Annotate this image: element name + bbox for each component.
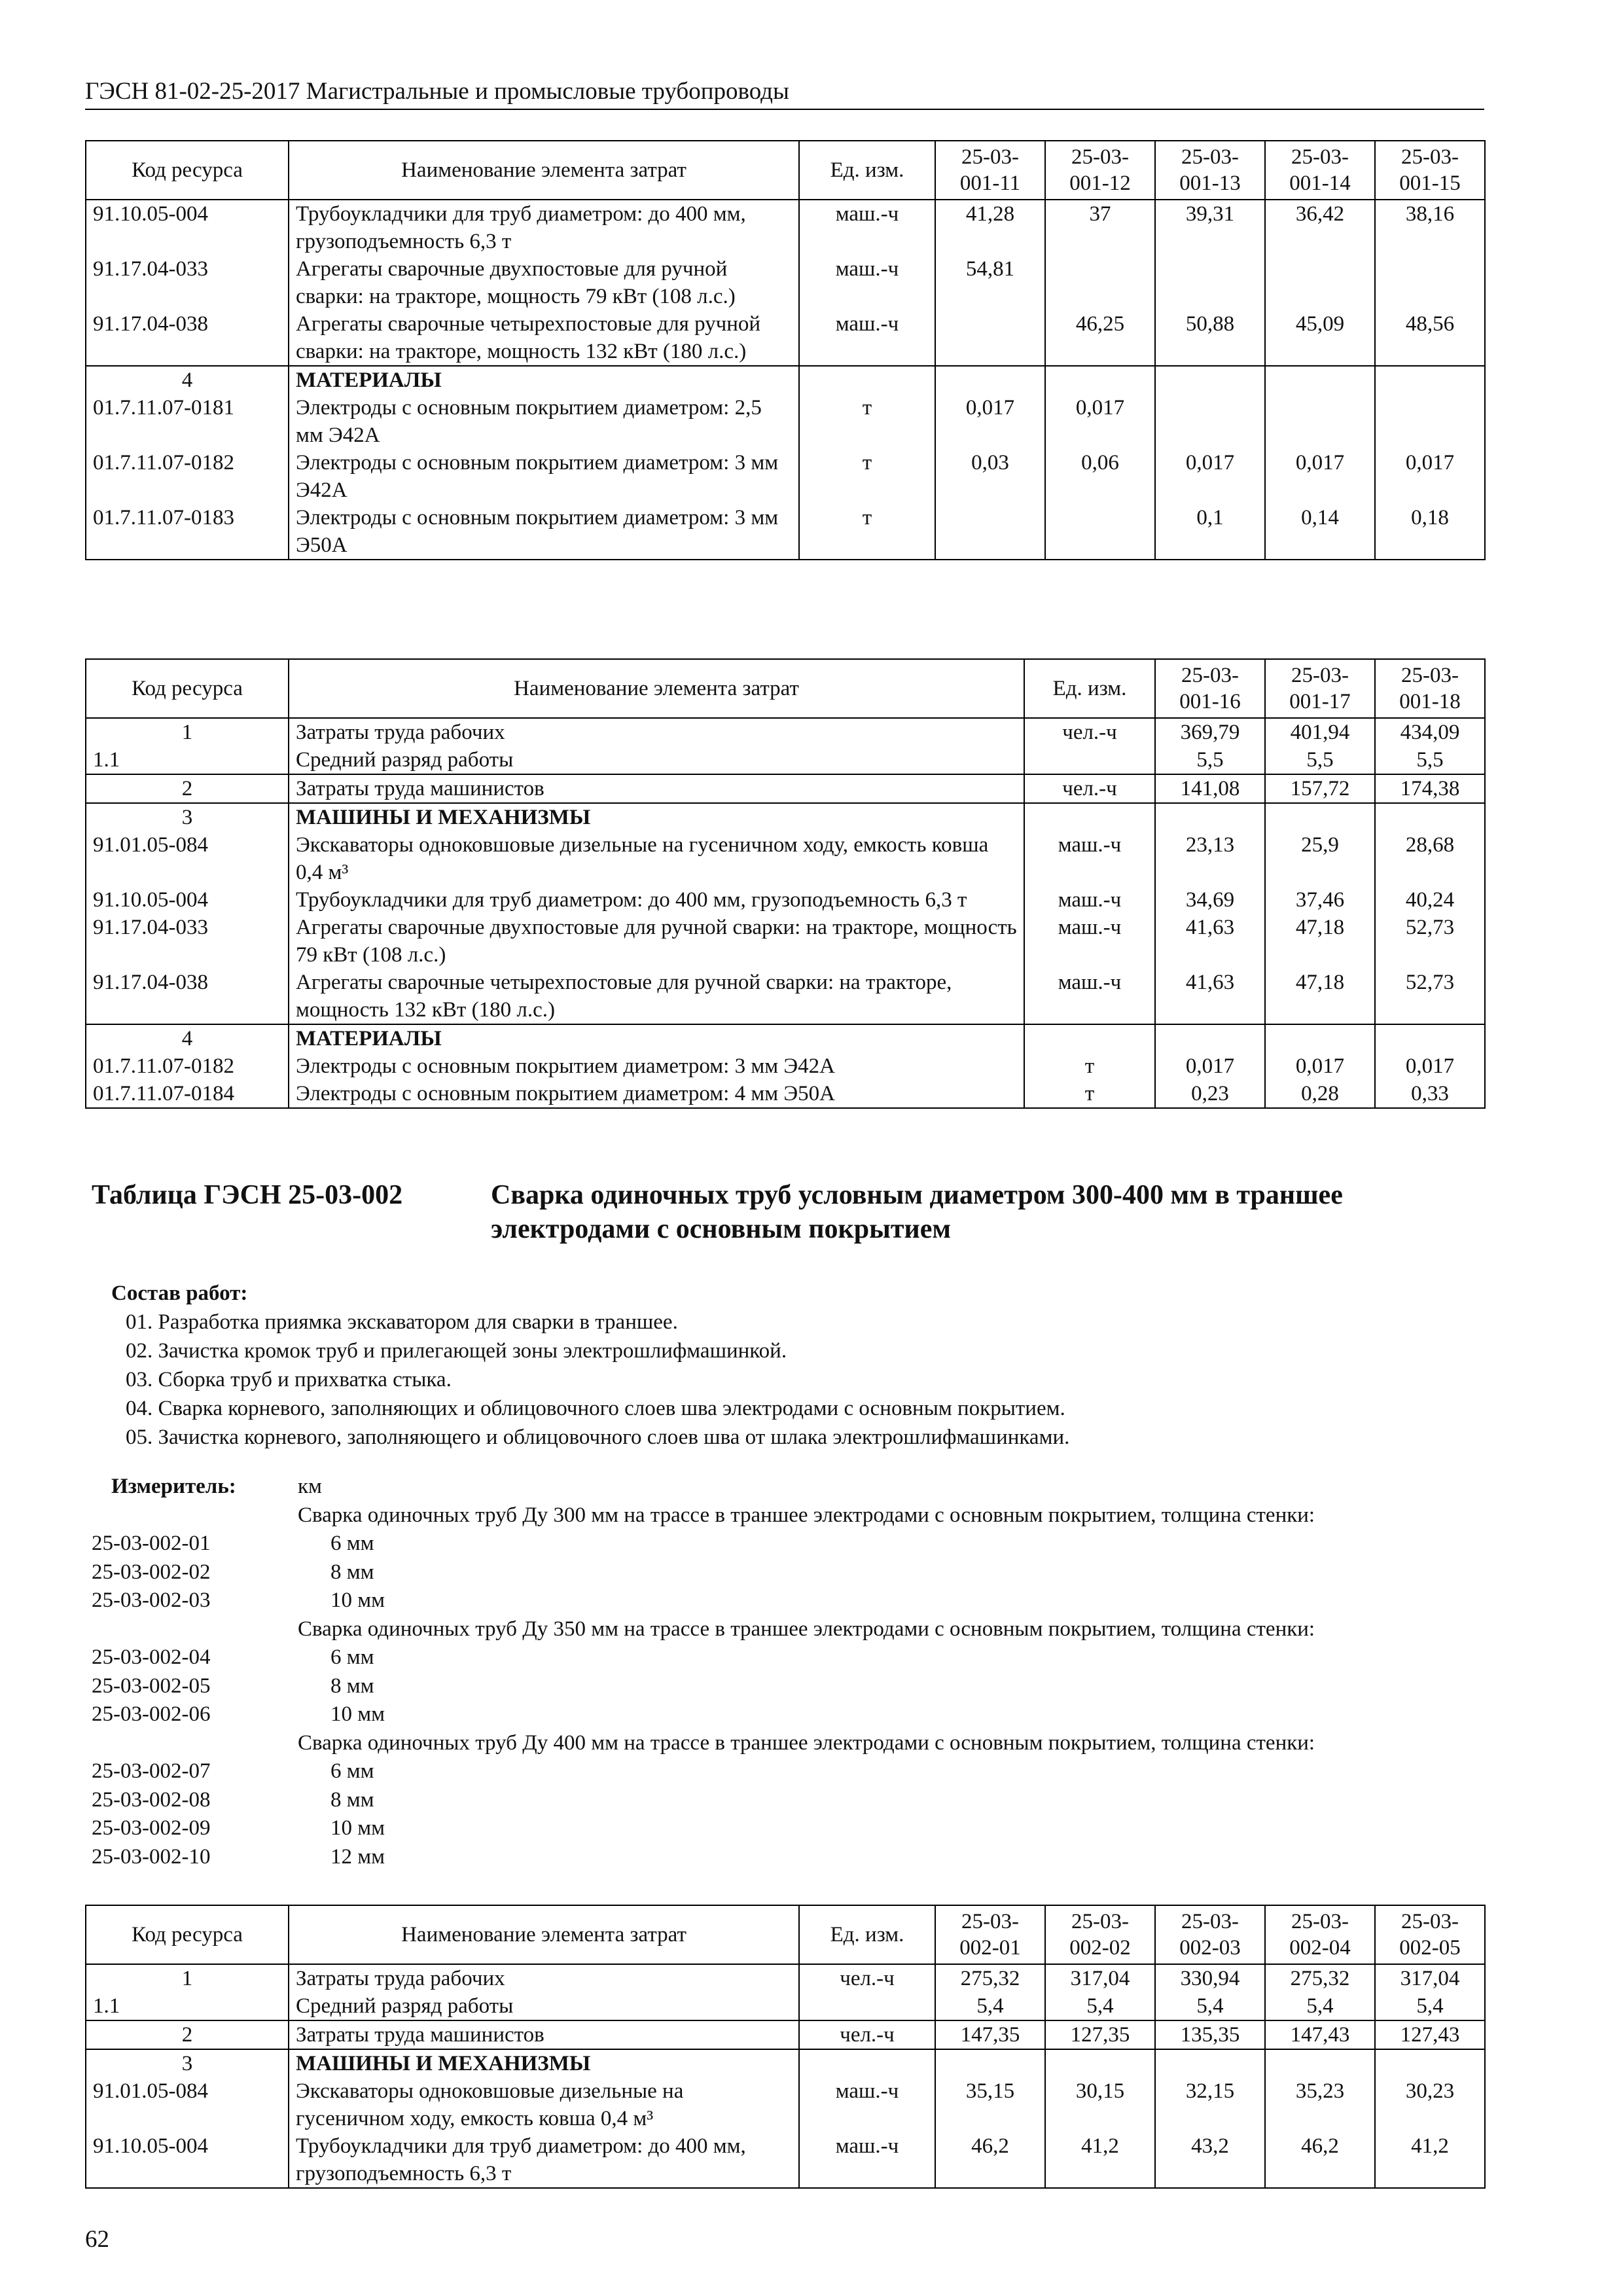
cell-value: 37,46 bbox=[1265, 886, 1375, 914]
col-header-norm: 25-03- 001-15 bbox=[1375, 141, 1485, 200]
cell-value bbox=[1155, 2049, 1265, 2077]
work-composition bbox=[111, 1279, 1479, 1452]
cell-value bbox=[1375, 1024, 1485, 1052]
table-row bbox=[86, 2049, 1485, 2077]
cell-unit: маш.-ч bbox=[1024, 969, 1155, 1024]
cell-value: 28,68 bbox=[1375, 831, 1485, 886]
col-header-norm: 25-03- 002-05 bbox=[1375, 1905, 1485, 1964]
cell-name: Электроды с основным покрытием диаметром: 2,5 мм Э42А bbox=[289, 394, 799, 449]
cell-code: 1 bbox=[86, 718, 289, 746]
cell-unit: маш.-ч bbox=[799, 2077, 935, 2132]
page-header: ГЭСН 81-02-25-2017 Магистральные и промысловые трубопроводы bbox=[85, 77, 1484, 110]
cell-unit: маш.-ч bbox=[1024, 886, 1155, 914]
cell-value: 32,15 bbox=[1155, 2077, 1265, 2132]
composition-step: 03. Сборка труб и прихватка стыка. bbox=[126, 1368, 452, 1391]
table-row bbox=[86, 1052, 1485, 1080]
meter-item-thickness: 10 мм bbox=[330, 1816, 385, 1840]
cell-value: 434,09 bbox=[1375, 718, 1485, 746]
cell-value: 330,94 bbox=[1155, 1964, 1265, 1992]
cell-value: 0,017 bbox=[935, 394, 1045, 449]
composition-step: 02. Зачистка кромок труб и прилегающей зоны электрошлифмашинкой. bbox=[126, 1339, 787, 1363]
cell-value: 41,2 bbox=[1045, 2132, 1155, 2188]
meter-item-code: 25-03-002-07 bbox=[92, 1759, 211, 1783]
col-header-norm: 25-03- 002-03 bbox=[1155, 1905, 1265, 1964]
cell-name: Агрегаты сварочные четырехпостовые для ручной сварки: на тракторе, мощность 132 кВт (180 л.с.) bbox=[289, 969, 1024, 1024]
cell-value bbox=[1155, 803, 1265, 831]
cell-value bbox=[935, 504, 1045, 560]
cell-value: 43,2 bbox=[1155, 2132, 1265, 2188]
resource-table-001-11-15 bbox=[85, 140, 1486, 560]
cell-value bbox=[1155, 255, 1265, 310]
table-row bbox=[86, 803, 1485, 831]
table-row bbox=[86, 1024, 1485, 1052]
cell-code: 01.7.11.07-0181 bbox=[86, 394, 289, 449]
cell-code: 91.01.05-084 bbox=[86, 2077, 289, 2132]
cell-value: 54,81 bbox=[935, 255, 1045, 310]
cell-code: 3 bbox=[86, 803, 289, 831]
cell-value: 5,4 bbox=[1375, 1992, 1485, 2020]
cell-value bbox=[1375, 803, 1485, 831]
table-row bbox=[86, 449, 1485, 504]
table-row bbox=[86, 914, 1485, 969]
cell-value: 5,4 bbox=[1045, 1992, 1155, 2020]
cell-code: 01.7.11.07-0182 bbox=[86, 1052, 289, 1080]
table-header-row bbox=[86, 1905, 1485, 1964]
cell-unit bbox=[799, 366, 935, 394]
composition-step: 04. Сварка корневого, заполняющих и облицовочного слоев шва электродами с основным покрытием. bbox=[126, 1397, 1065, 1420]
meter-item-code: 25-03-002-06 bbox=[92, 1702, 211, 1726]
meter-item-code: 25-03-002-10 bbox=[92, 1844, 211, 1869]
meter-group-title: Сварка одиночных труб Ду 300 мм на трассе в траншее электродами с основным покрытием, толщина стенки: bbox=[298, 1503, 1315, 1527]
col-header-norm: 25-03- 001-16 bbox=[1155, 659, 1265, 718]
cell-unit: чел.-ч bbox=[799, 1964, 935, 1992]
cell-value: 275,32 bbox=[935, 1964, 1045, 1992]
cell-name: Экскаваторы одноковшовые дизельные на гусеничном ходу, емкость ковша 0,4 м³ bbox=[289, 2077, 799, 2132]
cell-value bbox=[1045, 2049, 1155, 2077]
cell-code: 4 bbox=[86, 1024, 289, 1052]
cell-unit: маш.-ч bbox=[799, 310, 935, 366]
cell-value: 0,017 bbox=[1265, 1052, 1375, 1080]
cell-value: 135,35 bbox=[1155, 2020, 1265, 2049]
cell-value: 0,017 bbox=[1265, 449, 1375, 504]
cell-name: Электроды с основным покрытием диаметром: 3 мм Э42А bbox=[289, 1052, 1024, 1080]
cell-value: 5,5 bbox=[1265, 746, 1375, 774]
cell-unit: т bbox=[799, 504, 935, 560]
meter-item-thickness: 6 мм bbox=[330, 1532, 374, 1555]
cell-code: 01.7.11.07-0182 bbox=[86, 449, 289, 504]
meter-item-code: 25-03-002-05 bbox=[92, 1674, 211, 1698]
composition-label: Состав работ: bbox=[111, 1282, 248, 1305]
cell-value: 174,38 bbox=[1375, 774, 1485, 803]
meter-item-thickness: 8 мм bbox=[330, 1674, 374, 1698]
cell-value: 46,2 bbox=[935, 2132, 1045, 2188]
meter-item-thickness: 10 мм bbox=[330, 1588, 385, 1612]
cell-value bbox=[1265, 1024, 1375, 1052]
meter-item-thickness: 8 мм bbox=[330, 1787, 374, 1812]
resource-table-001-16-18 bbox=[85, 658, 1486, 1109]
cell-value: 39,31 bbox=[1155, 200, 1265, 255]
cell-value bbox=[935, 310, 1045, 366]
composition-step: 01. Разработка приямка экскаватором для сварки в траншее. bbox=[126, 1310, 678, 1334]
cell-unit: чел.-ч bbox=[799, 2020, 935, 2049]
meter-item-code: 25-03-002-04 bbox=[92, 1645, 211, 1669]
cell-unit: маш.-ч bbox=[799, 255, 935, 310]
table-header-row bbox=[86, 659, 1485, 718]
cell-code: 91.17.04-038 bbox=[86, 310, 289, 366]
col-header-unit: Ед. изм. bbox=[1024, 659, 1155, 718]
cell-code: 1.1 bbox=[86, 1992, 289, 2020]
cell-value bbox=[1265, 394, 1375, 449]
cell-code: 91.01.05-084 bbox=[86, 831, 289, 886]
cell-code: 91.10.05-004 bbox=[86, 200, 289, 255]
meter-item-thickness: 12 мм bbox=[330, 1844, 385, 1869]
cell-unit: чел.-ч bbox=[1024, 774, 1155, 803]
cell-value bbox=[1265, 255, 1375, 310]
table-header-row bbox=[86, 141, 1485, 200]
meter-item-code: 25-03-002-08 bbox=[92, 1787, 211, 1812]
col-header-norm: 25-03- 002-01 bbox=[935, 1905, 1045, 1964]
cell-value bbox=[1155, 394, 1265, 449]
cell-unit bbox=[1024, 803, 1155, 831]
cell-code: 01.7.11.07-0183 bbox=[86, 504, 289, 560]
meter-item-thickness: 6 мм bbox=[330, 1759, 374, 1783]
cell-value: 5,4 bbox=[935, 1992, 1045, 2020]
cell-value: 45,09 bbox=[1265, 310, 1375, 366]
cell-unit: т bbox=[1024, 1052, 1155, 1080]
resource-table-002-01-05 bbox=[85, 1905, 1486, 2189]
cell-unit bbox=[799, 1992, 935, 2020]
cell-value: 0,28 bbox=[1265, 1080, 1375, 1108]
cell-value: 48,56 bbox=[1375, 310, 1485, 366]
cell-value bbox=[1045, 366, 1155, 394]
meter-item-code: 25-03-002-03 bbox=[92, 1588, 211, 1612]
cell-value: 41,63 bbox=[1155, 914, 1265, 969]
cell-name: Электроды с основным покрытием диаметром: 3 мм Э50А bbox=[289, 504, 799, 560]
cell-unit: маш.-ч bbox=[799, 2132, 935, 2188]
cell-value: 30,15 bbox=[1045, 2077, 1155, 2132]
table-title-name: Сварка одиночных труб условным диаметром 300-400 мм в траншее электродами с основным покрытием bbox=[491, 1180, 1343, 1244]
cell-name: МАШИНЫ И МЕХАНИЗМЫ bbox=[289, 803, 1024, 831]
table-row bbox=[86, 746, 1485, 774]
cell-value: 41,63 bbox=[1155, 969, 1265, 1024]
cell-name: Трубоукладчики для труб диаметром: до 400 мм, грузоподъемность 6,3 т bbox=[289, 2132, 799, 2188]
cell-code: 01.7.11.07-0184 bbox=[86, 1080, 289, 1108]
cell-unit bbox=[799, 2049, 935, 2077]
cell-value: 127,43 bbox=[1375, 2020, 1485, 2049]
cell-value: 127,35 bbox=[1045, 2020, 1155, 2049]
col-header-code: Код ресурса bbox=[86, 659, 289, 718]
cell-value: 46,25 bbox=[1045, 310, 1155, 366]
table-row bbox=[86, 310, 1485, 366]
cell-name: Средний разряд работы bbox=[289, 1992, 799, 2020]
cell-value: 0,017 bbox=[1155, 449, 1265, 504]
cell-value: 47,18 bbox=[1265, 914, 1375, 969]
table-row bbox=[86, 2132, 1485, 2188]
cell-code: 91.17.04-038 bbox=[86, 969, 289, 1024]
cell-name: МАТЕРИАЛЫ bbox=[289, 366, 799, 394]
cell-code: 91.17.04-033 bbox=[86, 255, 289, 310]
cell-unit bbox=[1024, 746, 1155, 774]
cell-name: Затраты труда машинистов bbox=[289, 774, 1024, 803]
table-title-code: Таблица ГЭСН 25-03-002 bbox=[92, 1180, 403, 1210]
cell-value: 52,73 bbox=[1375, 914, 1485, 969]
col-header-norm: 25-03- 001-11 bbox=[935, 141, 1045, 200]
cell-value: 147,43 bbox=[1265, 2020, 1375, 2049]
table-row bbox=[86, 1080, 1485, 1108]
cell-name: Затраты труда машинистов bbox=[289, 2020, 799, 2049]
cell-value: 0,18 bbox=[1375, 504, 1485, 560]
cell-unit: т bbox=[799, 394, 935, 449]
table-row bbox=[86, 886, 1485, 914]
cell-value: 47,18 bbox=[1265, 969, 1375, 1024]
cell-value bbox=[1375, 366, 1485, 394]
cell-value bbox=[1045, 504, 1155, 560]
col-header-name: Наименование элемента затрат bbox=[289, 1905, 799, 1964]
cell-value: 50,88 bbox=[1155, 310, 1265, 366]
cell-value: 5,5 bbox=[1375, 746, 1485, 774]
table-row bbox=[86, 774, 1485, 803]
col-header-norm: 25-03- 001-14 bbox=[1265, 141, 1375, 200]
cell-name: МАТЕРИАЛЫ bbox=[289, 1024, 1024, 1052]
table-row bbox=[86, 2020, 1485, 2049]
meter-group-title: Сварка одиночных труб Ду 400 мм на трассе в траншее электродами с основным покрытием, толщина стенки: bbox=[298, 1731, 1315, 1755]
cell-value: 41,2 bbox=[1375, 2132, 1485, 2188]
meter-item-code: 25-03-002-01 bbox=[92, 1532, 211, 1555]
table-row bbox=[86, 831, 1485, 886]
cell-name: Агрегаты сварочные двухпостовые для ручной сварки: на тракторе, мощность 79 кВт (108 л.с.) bbox=[289, 255, 799, 310]
table-row bbox=[86, 1992, 1485, 2020]
cell-value: 0,33 bbox=[1375, 1080, 1485, 1108]
cell-value bbox=[1375, 255, 1485, 310]
cell-value: 0,017 bbox=[1375, 449, 1485, 504]
cell-code: 1.1 bbox=[86, 746, 289, 774]
cell-value: 0,03 bbox=[935, 449, 1045, 504]
cell-unit: чел.-ч bbox=[1024, 718, 1155, 746]
cell-unit: т bbox=[799, 449, 935, 504]
cell-code: 91.17.04-033 bbox=[86, 914, 289, 969]
cell-code: 2 bbox=[86, 2020, 289, 2049]
cell-value bbox=[1375, 2049, 1485, 2077]
cell-value: 35,23 bbox=[1265, 2077, 1375, 2132]
cell-value: 40,24 bbox=[1375, 886, 1485, 914]
cell-value: 36,42 bbox=[1265, 200, 1375, 255]
table-row bbox=[86, 2077, 1485, 2132]
table-row bbox=[86, 255, 1485, 310]
page-number: 62 bbox=[85, 2226, 109, 2253]
cell-value bbox=[1155, 1024, 1265, 1052]
cell-value: 0,017 bbox=[1155, 1052, 1265, 1080]
cell-value bbox=[1045, 255, 1155, 310]
cell-value: 5,5 bbox=[1155, 746, 1265, 774]
cell-value bbox=[1155, 366, 1265, 394]
cell-value: 30,23 bbox=[1375, 2077, 1485, 2132]
cell-unit: маш.-ч bbox=[799, 200, 935, 255]
cell-unit: т bbox=[1024, 1080, 1155, 1108]
cell-value bbox=[1375, 394, 1485, 449]
cell-value: 0,23 bbox=[1155, 1080, 1265, 1108]
cell-name: Электроды с основным покрытием диаметром: 3 мм Э42А bbox=[289, 449, 799, 504]
cell-name: Затраты труда рабочих bbox=[289, 1964, 799, 1992]
cell-value: 41,28 bbox=[935, 200, 1045, 255]
table-row bbox=[86, 1964, 1485, 1992]
cell-name: Затраты труда рабочих bbox=[289, 718, 1024, 746]
cell-value bbox=[1265, 366, 1375, 394]
cell-code: 2 bbox=[86, 774, 289, 803]
meter-item-thickness: 8 мм bbox=[330, 1560, 374, 1584]
composition-step: 05. Зачистка корневого, заполняющего и облицовочного слоев шва от шлака электрошлифмашинками. bbox=[126, 1426, 1070, 1449]
cell-code: 91.10.05-004 bbox=[86, 2132, 289, 2188]
cell-value: 0,14 bbox=[1265, 504, 1375, 560]
cell-value: 369,79 bbox=[1155, 718, 1265, 746]
cell-value: 25,9 bbox=[1265, 831, 1375, 886]
cell-value bbox=[1265, 803, 1375, 831]
cell-value: 5,4 bbox=[1265, 1992, 1375, 2020]
cell-name: Экскаваторы одноковшовые дизельные на гусеничном ходу, емкость ковша 0,4 м³ bbox=[289, 831, 1024, 886]
col-header-norm: 25-03- 002-02 bbox=[1045, 1905, 1155, 1964]
meter-section bbox=[92, 1473, 1484, 1871]
col-header-unit: Ед. изм. bbox=[799, 141, 935, 200]
table-row bbox=[86, 718, 1485, 746]
col-header-name: Наименование элемента затрат bbox=[289, 141, 799, 200]
col-header-norm: 25-03- 002-04 bbox=[1265, 1905, 1375, 1964]
cell-value: 317,04 bbox=[1045, 1964, 1155, 1992]
cell-value: 157,72 bbox=[1265, 774, 1375, 803]
col-header-norm: 25-03- 001-13 bbox=[1155, 141, 1265, 200]
cell-code: 4 bbox=[86, 366, 289, 394]
meter-item-thickness: 10 мм bbox=[330, 1702, 385, 1726]
cell-unit bbox=[1024, 1024, 1155, 1052]
cell-name: Электроды с основным покрытием диаметром: 4 мм Э50А bbox=[289, 1080, 1024, 1108]
col-header-norm: 25-03- 001-12 bbox=[1045, 141, 1155, 200]
col-header-name: Наименование элемента затрат bbox=[289, 659, 1024, 718]
col-header-code: Код ресурса bbox=[86, 1905, 289, 1964]
cell-code: 3 bbox=[86, 2049, 289, 2077]
cell-value: 35,15 bbox=[935, 2077, 1045, 2132]
meter-group-title: Сварка одиночных труб Ду 350 мм на трассе в траншее электродами с основным покрытием, толщина стенки: bbox=[298, 1617, 1315, 1641]
col-header-norm: 25-03- 001-18 bbox=[1375, 659, 1485, 718]
col-header-norm: 25-03- 001-17 bbox=[1265, 659, 1375, 718]
col-header-unit: Ед. изм. bbox=[799, 1905, 935, 1964]
cell-name: Средний разряд работы bbox=[289, 746, 1024, 774]
cell-value: 37 bbox=[1045, 200, 1155, 255]
cell-value: 0,017 bbox=[1375, 1052, 1485, 1080]
meter-item-code: 25-03-002-02 bbox=[92, 1560, 211, 1584]
table-row bbox=[86, 200, 1485, 255]
cell-value bbox=[935, 2049, 1045, 2077]
meter-item-code: 25-03-002-09 bbox=[92, 1816, 211, 1840]
cell-code: 91.10.05-004 bbox=[86, 886, 289, 914]
meter-value: км bbox=[298, 1475, 322, 1498]
table-row bbox=[86, 394, 1485, 449]
cell-value: 46,2 bbox=[1265, 2132, 1375, 2188]
cell-value: 23,13 bbox=[1155, 831, 1265, 886]
cell-value: 317,04 bbox=[1375, 1964, 1485, 1992]
cell-name: Агрегаты сварочные двухпостовые для ручной сварки: на тракторе, мощность 79 кВт (108 л.с.) bbox=[289, 914, 1024, 969]
cell-value: 401,94 bbox=[1265, 718, 1375, 746]
cell-name: Трубоукладчики для труб диаметром: до 400 мм, грузоподъемность 6,3 т bbox=[289, 886, 1024, 914]
cell-value: 5,4 bbox=[1155, 1992, 1265, 2020]
cell-value: 34,69 bbox=[1155, 886, 1265, 914]
cell-value: 275,32 bbox=[1265, 1964, 1375, 1992]
col-header-code: Код ресурса bbox=[86, 141, 289, 200]
cell-name: Агрегаты сварочные четырехпостовые для ручной сварки: на тракторе, мощность 132 кВт (180 л.с.) bbox=[289, 310, 799, 366]
cell-code: 1 bbox=[86, 1964, 289, 1992]
cell-name: МАШИНЫ И МЕХАНИЗМЫ bbox=[289, 2049, 799, 2077]
cell-value: 0,1 bbox=[1155, 504, 1265, 560]
table-row bbox=[86, 504, 1485, 560]
cell-unit: маш.-ч bbox=[1024, 831, 1155, 886]
cell-value bbox=[1265, 2049, 1375, 2077]
meter-item-thickness: 6 мм bbox=[330, 1645, 374, 1669]
table-row bbox=[86, 366, 1485, 394]
cell-value: 0,017 bbox=[1045, 394, 1155, 449]
cell-value: 141,08 bbox=[1155, 774, 1265, 803]
cell-unit: маш.-ч bbox=[1024, 914, 1155, 969]
cell-value bbox=[935, 366, 1045, 394]
cell-value: 0,06 bbox=[1045, 449, 1155, 504]
cell-value: 147,35 bbox=[935, 2020, 1045, 2049]
table-row bbox=[86, 969, 1485, 1024]
cell-value: 52,73 bbox=[1375, 969, 1485, 1024]
cell-value: 38,16 bbox=[1375, 200, 1485, 255]
meter-label: Измеритель: bbox=[111, 1475, 236, 1498]
cell-name: Трубоукладчики для труб диаметром: до 400 мм, грузоподъемность 6,3 т bbox=[289, 200, 799, 255]
